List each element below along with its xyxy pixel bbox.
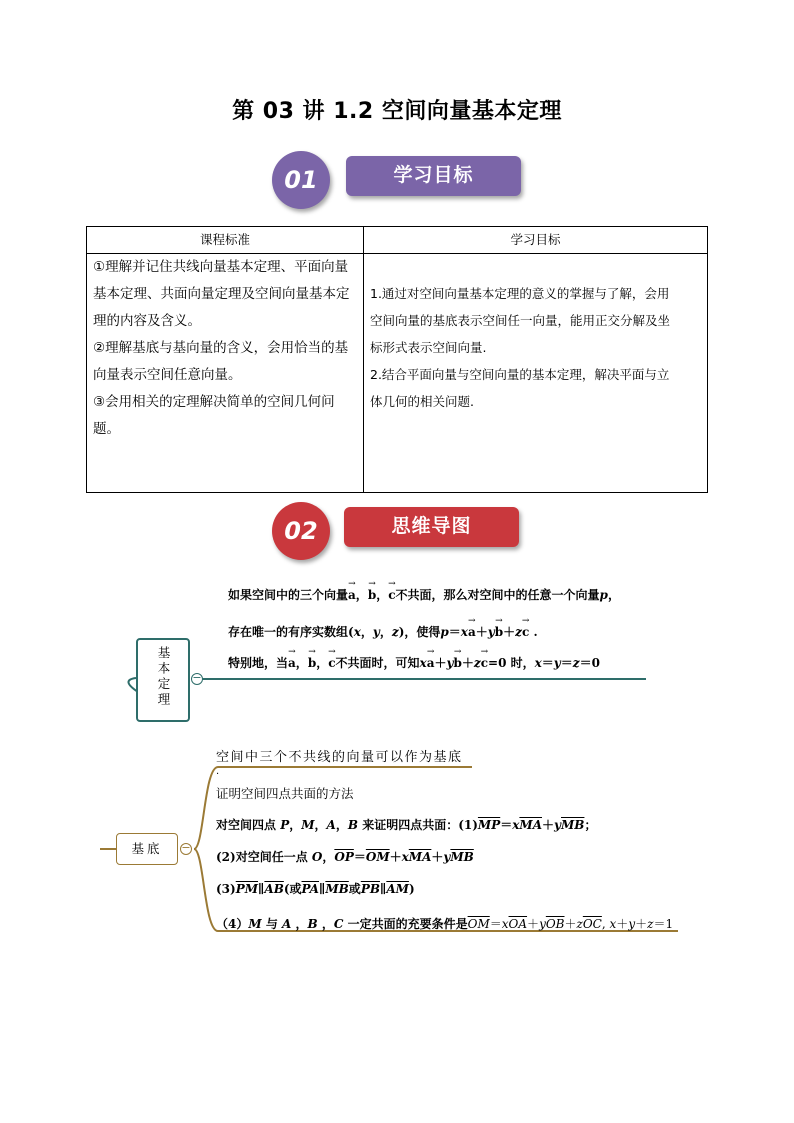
theorem-line-3: 特别地，当→ a，→ b，→ c不共面时，可知x→ a＋y→ b＋z→ c=0 时，x＝y＝z＝0 xyxy=(228,654,600,671)
section-number: 02 xyxy=(272,502,330,560)
section-label: 思维导图 xyxy=(344,507,519,547)
standard-line: 题。 xyxy=(93,421,120,437)
goal-line: 标形式表示空间向量. xyxy=(370,340,487,355)
standard-cell xyxy=(87,254,364,493)
goal-line: 空间向量的基底表示空间任一向量，能用正交分解及坐 xyxy=(370,313,671,328)
coplanar-method-4: （4）M 与 A ，B ，C 一定共面的充要条件是$\overline{OM}=x\overline{OA}+y\overline{OB}+z\overline{OC}$, x＋y＋z＝1 xyxy=(216,917,674,931)
node-label: 基本定理 xyxy=(156,646,171,708)
standard-line: 理的内容及含义。 xyxy=(93,313,201,329)
section-badge-mind-map xyxy=(272,502,522,564)
section-badge-learning-goals xyxy=(272,151,522,213)
standard-line: ①理解并记住共线向量基本定理、平面向量 xyxy=(93,259,349,275)
course-standard-table xyxy=(86,226,708,493)
basis-branch-dot: . xyxy=(216,766,220,777)
section-label: 学习目标 xyxy=(346,156,521,196)
basis-branch-1: 空间中三个不共线的向量可以作为基底 xyxy=(216,750,463,765)
coplanar-method-2: (2)对空间任一点 O，$\overline{OP}=\overline{OM}+x\overline{MA}+y\overline{MB}$ xyxy=(216,850,474,864)
coplanar-method-1: 对空间四点 P，M，A，B 来证明四点共面：$(1)\overline{MP}=x\overline{MA}+y\overline{MB}$； xyxy=(216,818,597,832)
basis-branch-2: 证明空间四点共面的方法 xyxy=(216,786,354,801)
table-header-goals: 学习目标 xyxy=(364,227,708,254)
page-title: 第 03 讲 1.2 空间向量基本定理 xyxy=(232,99,562,124)
standard-line: ②理解基底与基向量的含义，会用恰当的基 xyxy=(93,340,349,356)
table-header-standard: 课程标准 xyxy=(87,227,364,254)
goal-line: 2.结合平面向量与空间向量的基本定理，解决平面与立 xyxy=(370,367,670,382)
theorem-line-1: 如果空间中的三个向量→ a，→ b，→ c不共面，那么对空间中的任意一个向量p， xyxy=(228,586,620,603)
standard-line: ③会用相关的定理解决简单的空间几何问 xyxy=(93,394,335,410)
coplanar-method-3: $(3)\overline{PM}\parallel\overline{AB}$(或$\overline{PA}\parallel\overline{MB}$或$\overline{PB}\parallel\overline{AM}$) xyxy=(216,882,415,896)
collapse-icon[interactable]: − xyxy=(181,841,191,854)
goal-line: 体几何的相关问题. xyxy=(370,394,474,409)
goal-line: 1.通过对空间向量基本定理的意义的掌握与了解，会用 xyxy=(370,286,670,301)
mindmap2-node[interactable] xyxy=(116,833,178,865)
mindmap1-node[interactable] xyxy=(136,638,190,722)
standard-line: 向量表示空间任意向量。 xyxy=(93,367,242,383)
section-number: 01 xyxy=(272,151,330,209)
collapse-icon[interactable]: − xyxy=(192,671,202,684)
standard-line: 基本定理、共面向量定理及空间向量基本定 xyxy=(93,286,350,302)
theorem-line-2: 存在唯一的有序实数组(x，y，z)，使得p＝x→ a＋y→ b＋z→ c . xyxy=(228,623,538,640)
goals-cell xyxy=(364,254,708,493)
node-label: 基底 xyxy=(131,841,163,856)
